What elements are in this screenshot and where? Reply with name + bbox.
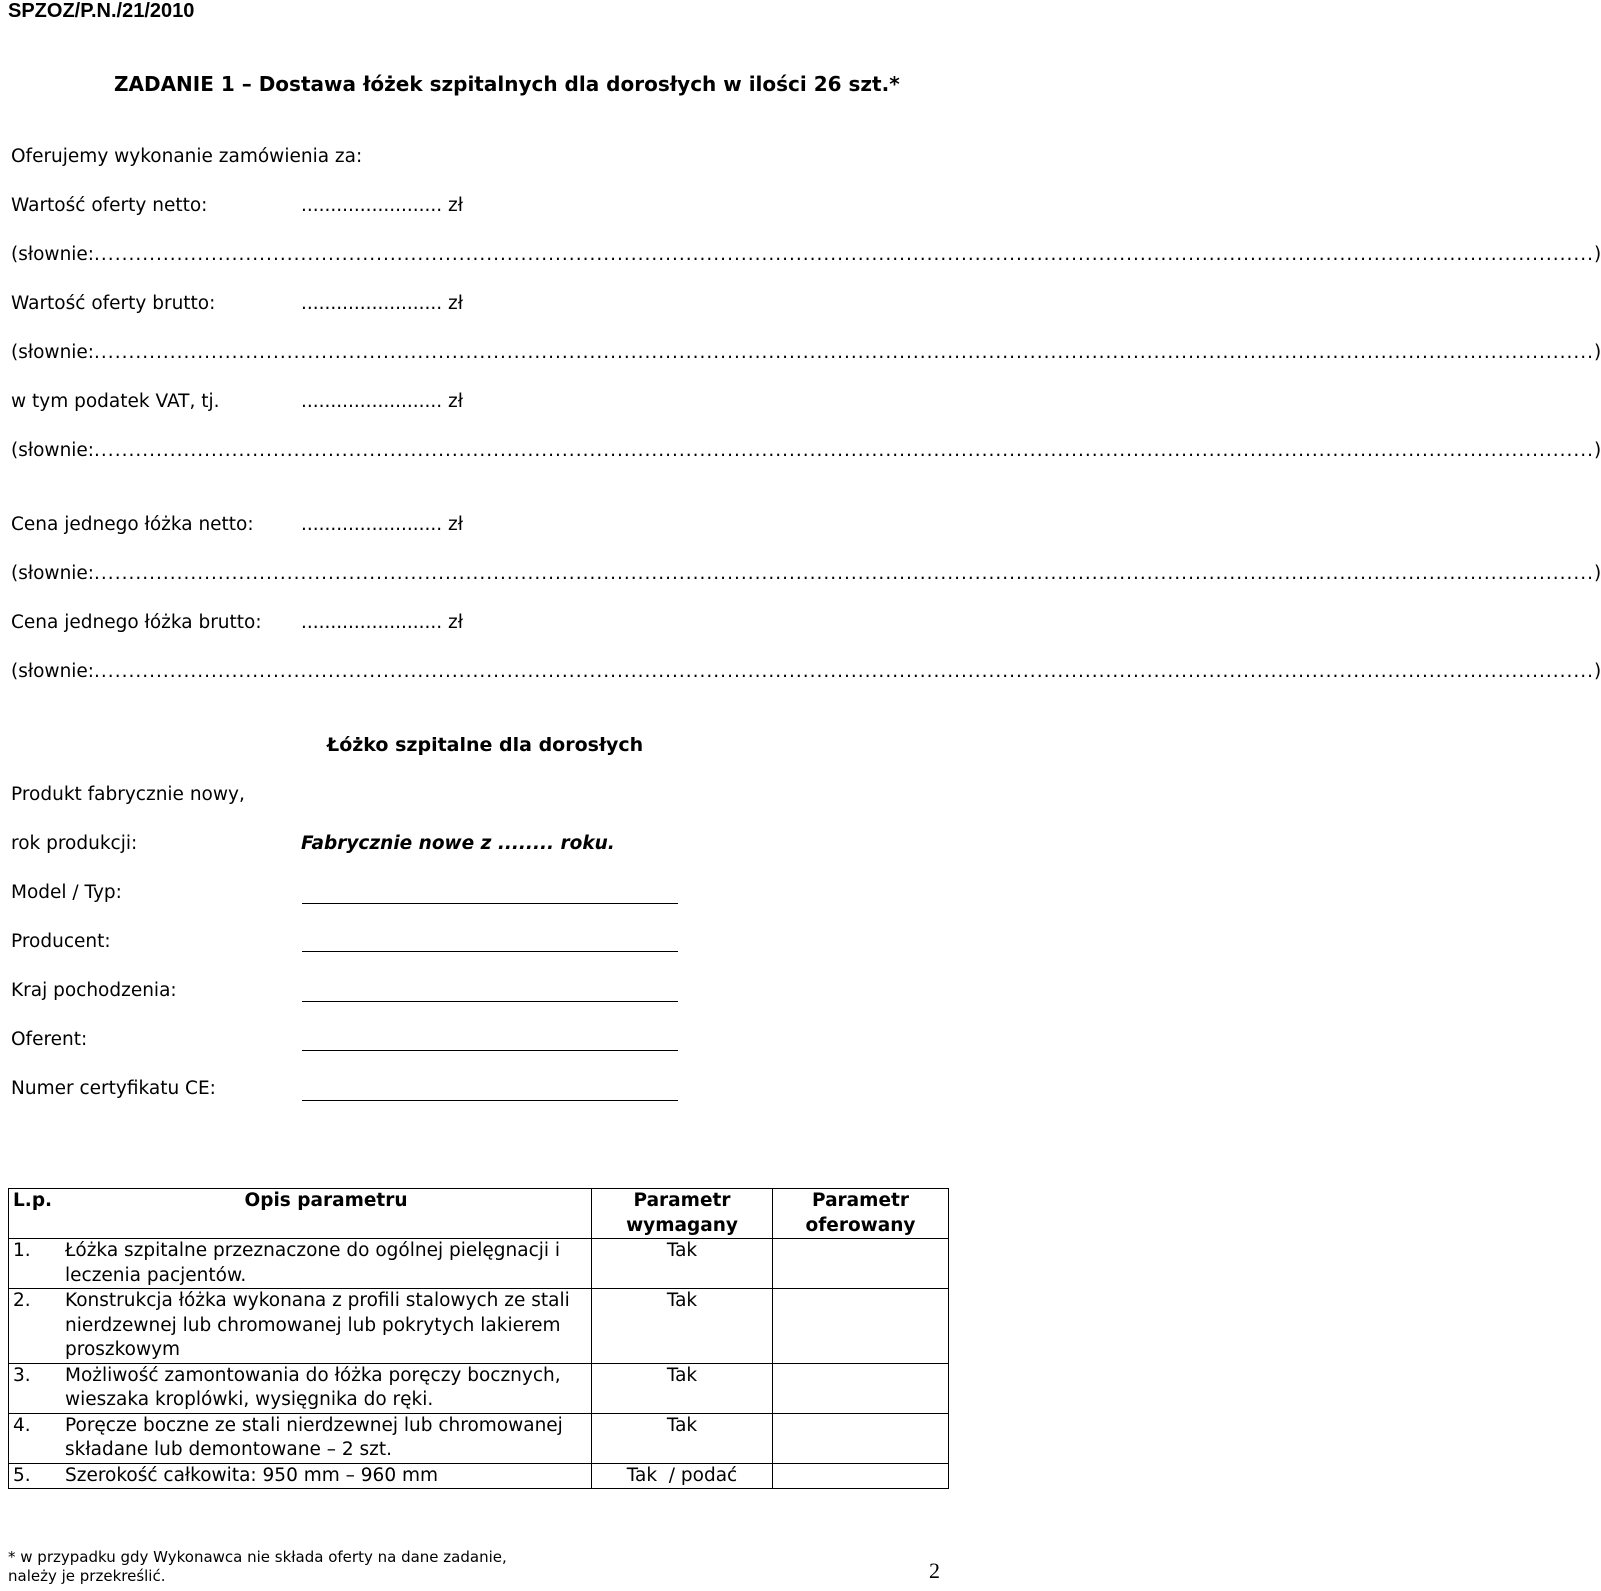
row-required: Tak (592, 1239, 773, 1289)
row-description: Szerokość całkowita: 950 mm – 960 mm (61, 1463, 592, 1489)
model-line[interactable] (302, 903, 678, 904)
row-offered[interactable] (773, 1239, 949, 1289)
table-row (9, 1239, 949, 1289)
row-description: Możliwość zamontowania do łóżka poręczy bocznych, wieszaka kroplówki, wysięgnika do ręki. (61, 1363, 592, 1413)
table-row (9, 1363, 949, 1413)
row-number: 4. (9, 1413, 62, 1463)
table-row (9, 1463, 949, 1489)
document-id: SPZOZ/P.N./21/2010 (8, 0, 195, 22)
gross-value-field[interactable]: ........................ zł (301, 293, 463, 314)
row-description: Łóżka szpitalne przeznaczone do ogólnej pielęgnacji i leczenia pacjentów. (61, 1239, 592, 1289)
row-offered[interactable] (773, 1463, 949, 1489)
unit-gross-field[interactable]: ........................ zł (301, 612, 463, 633)
row-number: 1. (9, 1239, 62, 1289)
ce-certificate-label: Numer certyfikatu CE: (11, 1078, 216, 1099)
country-line[interactable] (302, 1001, 678, 1002)
unit-net-words[interactable] (11, 563, 1601, 584)
row-offered[interactable] (773, 1413, 949, 1463)
model-label: Model / Typ: (11, 882, 122, 903)
row-required: Tak (592, 1289, 773, 1364)
parameters-table (8, 1188, 949, 1489)
unit-gross-label: Cena jednego łóżka brutto: (11, 612, 262, 633)
offer-intro: Oferujemy wykonanie zamówienia za: (11, 146, 363, 167)
words-close: ) (1594, 244, 1601, 265)
net-value-label: Wartość oferty netto: (11, 195, 208, 216)
unit-net-label: Cena jednego łóżka netto: (11, 514, 254, 535)
words-dots: .......................................................................................................................................................................................................................... (94, 342, 1595, 363)
footnote: * w przypadku gdy Wykonawca nie składa oferty na dane zadanie, należy je przekreślić. (8, 1548, 507, 1585)
unit-gross-words[interactable] (11, 661, 1601, 682)
row-description: Poręcze boczne ze stali nierdzewnej lub chromowanej składane lub demontowane – 2 szt. (61, 1413, 592, 1463)
page-number: 2 (929, 1558, 940, 1583)
table-header-row (9, 1189, 949, 1239)
row-required: Tak / podać (592, 1463, 773, 1489)
header-offered: Parametr oferowany (773, 1189, 949, 1239)
row-description: Konstrukcja łóżka wykonana z profili stalowych ze stali nierdzewnej lub chromowanej lub pokrytych lakierem proszkowym (61, 1289, 592, 1364)
row-number: 5. (9, 1463, 62, 1489)
row-number: 2. (9, 1289, 62, 1364)
offerer-line[interactable] (302, 1050, 678, 1051)
words-label: (słownie: (11, 661, 95, 682)
vat-label: w tym podatek VAT, tj. (11, 391, 220, 412)
page-title: ZADANIE 1 – Dostawa łóżek szpitalnych dla dorosłych w ilości 26 szt.* (114, 72, 900, 96)
row-number: 3. (9, 1363, 62, 1413)
production-year-label: rok produkcji: (11, 833, 138, 854)
words-close: ) (1594, 440, 1601, 461)
gross-value-words[interactable] (11, 342, 1601, 363)
words-close: ) (1594, 342, 1601, 363)
words-dots: .......................................................................................................................................................................................................................... (94, 563, 1595, 584)
words-dots: .......................................................................................................................................................................................................................... (94, 244, 1595, 265)
vat-field[interactable]: ........................ zł (301, 391, 463, 412)
country-label: Kraj pochodzenia: (11, 980, 177, 1001)
row-offered[interactable] (773, 1363, 949, 1413)
producer-label: Producent: (11, 931, 111, 952)
row-required: Tak (592, 1363, 773, 1413)
vat-words[interactable] (11, 440, 1601, 461)
header-required: Parametr wymagany (592, 1189, 773, 1239)
production-year-field[interactable]: Fabrycznie nowe z ........ roku. (301, 833, 615, 854)
words-close: ) (1594, 563, 1601, 584)
net-value-words[interactable] (11, 244, 1601, 265)
ce-certificate-line[interactable] (302, 1100, 678, 1101)
words-label: (słownie: (11, 342, 95, 363)
header-description: Opis parametru (61, 1189, 592, 1239)
net-value-field[interactable]: ........................ zł (301, 195, 463, 216)
producer-line[interactable] (302, 951, 678, 952)
product-new-label: Produkt fabrycznie nowy, (11, 784, 245, 805)
product-heading: Łóżko szpitalne dla dorosłych (327, 734, 644, 756)
words-label: (słownie: (11, 563, 95, 584)
words-dots: .......................................................................................................................................................................................................................... (94, 440, 1595, 461)
table-row (9, 1289, 949, 1364)
words-label: (słownie: (11, 440, 95, 461)
words-dots: .......................................................................................................................................................................................................................... (94, 661, 1595, 682)
header-lp: L.p. (9, 1189, 62, 1239)
gross-value-label: Wartość oferty brutto: (11, 293, 216, 314)
offerer-label: Oferent: (11, 1029, 88, 1050)
words-label: (słownie: (11, 244, 95, 265)
row-required: Tak (592, 1413, 773, 1463)
unit-net-field[interactable]: ........................ zł (301, 514, 463, 535)
words-close: ) (1594, 661, 1601, 682)
table-row (9, 1413, 949, 1463)
row-offered[interactable] (773, 1289, 949, 1364)
